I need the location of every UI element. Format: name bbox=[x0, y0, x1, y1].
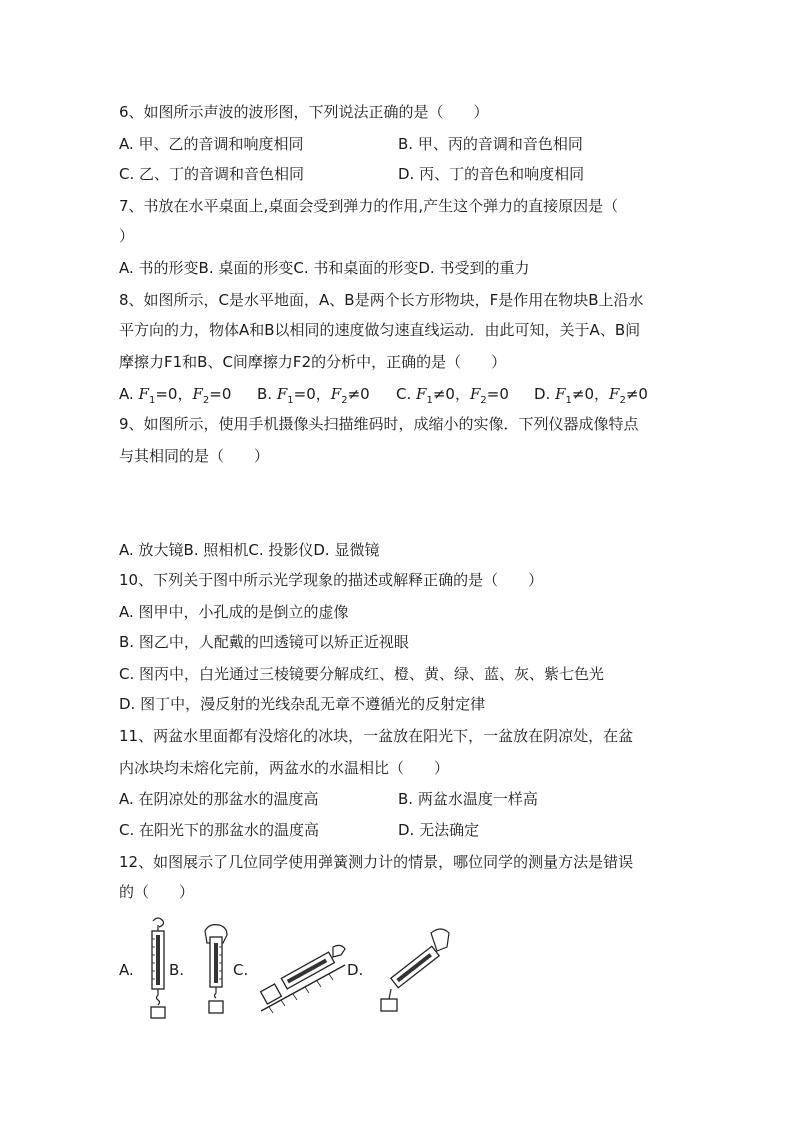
q9-options: A. 放大镜B. 照相机C. 投影仪D. 显微镜 bbox=[119, 541, 380, 559]
q12-label-d: D. bbox=[347, 961, 364, 979]
q12-scale-b-illustration bbox=[199, 921, 233, 1019]
q12-scale-a-illustration bbox=[141, 915, 175, 1023]
q11-stem-line1: 11、两盆水里面都有没熔化的冰块，一盆放在阳光下，一盆放在阴凉处，在盆 bbox=[119, 727, 634, 745]
q7-options: A. 书的形变B. 桌面的形变C. 书和桌面的形变D. 书受到的重力 bbox=[119, 259, 530, 277]
q8-options bbox=[119, 384, 679, 404]
q12-stem-line2: 的（ ） bbox=[119, 883, 195, 901]
q12-label-a: A. bbox=[119, 961, 134, 979]
q11-option-a: A. 在阴凉处的那盆水的温度高 bbox=[119, 790, 319, 808]
q12-label-b: B. bbox=[169, 961, 185, 979]
q12-scale-d-illustration bbox=[375, 919, 455, 1019]
q6-option-d: D. 丙、丁的音色和响度相同 bbox=[398, 165, 585, 183]
q9-stem-line2: 与其相同的是（ ） bbox=[119, 447, 270, 465]
q8-stem-line3: 摩擦力F1和B、C间摩擦力F2的分析中，正确的是（ ） bbox=[119, 353, 507, 371]
q6-option-a: A. 甲、乙的音调和响度相同 bbox=[119, 135, 304, 153]
q7-stem-line2: ） bbox=[119, 227, 135, 245]
q6-option-c: C. 乙、丁的音调和音色相同 bbox=[119, 165, 305, 183]
q8-option-c: C. $F_1\ne 0$，$F_2=0$ bbox=[396, 385, 509, 406]
q11-option-b: B. 两盆水温度一样高 bbox=[398, 790, 538, 808]
q12-label-c: C. bbox=[233, 961, 249, 979]
q11-option-c: C. 在阳光下的那盆水的温度高 bbox=[119, 821, 320, 839]
q10-option-a: A. 图甲中，小孔成的是倒立的虚像 bbox=[119, 603, 349, 621]
q8-option-b: B. $F_1=0$，$F_2\ne 0$ bbox=[257, 385, 370, 406]
q12-stem-line1: 12、如图展示了几位同学使用弹簧测力计的情景，哪位同学的测量方法是错误 bbox=[119, 853, 634, 871]
q6-stem: 6、如图所示声波的波形图，下列说法正确的是（ ） bbox=[119, 103, 489, 121]
q12-spring-scale-figure bbox=[119, 915, 459, 1025]
q9-stem-line1: 9、如图所示，使用手机摄像头扫描维码时，成缩小的实像．下列仪器成像特点 bbox=[119, 415, 639, 433]
q12-scale-c-illustration bbox=[255, 919, 351, 1015]
q8-stem-line1: 8、如图所示，C是水平地面，A、B是两个长方形物块，F是作用在物块B上沿水 bbox=[119, 291, 644, 309]
q10-stem: 10、下列关于图中所示光学现象的描述或解释正确的是（ ） bbox=[119, 571, 544, 589]
q10-option-d: D. 图丁中，漫反射的光线杂乱无章不遵循光的反射定律 bbox=[119, 695, 486, 713]
q8-option-a: A. $F_1=0$，$F_2=0$ bbox=[119, 385, 232, 406]
q8-stem-line2: 平方向的力，物体A和B以相同的速度做匀速直线运动．由此可知，关于A、B间 bbox=[119, 321, 641, 339]
q11-stem-line2: 内冰块均未熔化完前，两盆水的水温相比（ ） bbox=[119, 759, 450, 777]
q7-stem-line1: 7、书放在水平桌面上,桌面会受到弹力的作用,产生这个弹力的直接原因是（ bbox=[119, 197, 619, 215]
q10-option-b: B. 图乙中，人配戴的凹透镜可以矫正近视眼 bbox=[119, 633, 409, 651]
q6-option-b: B. 甲、丙的音调和音色相同 bbox=[398, 135, 583, 153]
q8-option-d: D. $F_1\ne 0$，$F_2\ne 0$ bbox=[534, 385, 648, 406]
q11-option-d: D. 无法确定 bbox=[398, 821, 480, 839]
q10-option-c: C. 图丙中，白光通过三棱镜要分解成红、橙、黄、绿、蓝、灰、紫七色光 bbox=[119, 665, 605, 683]
